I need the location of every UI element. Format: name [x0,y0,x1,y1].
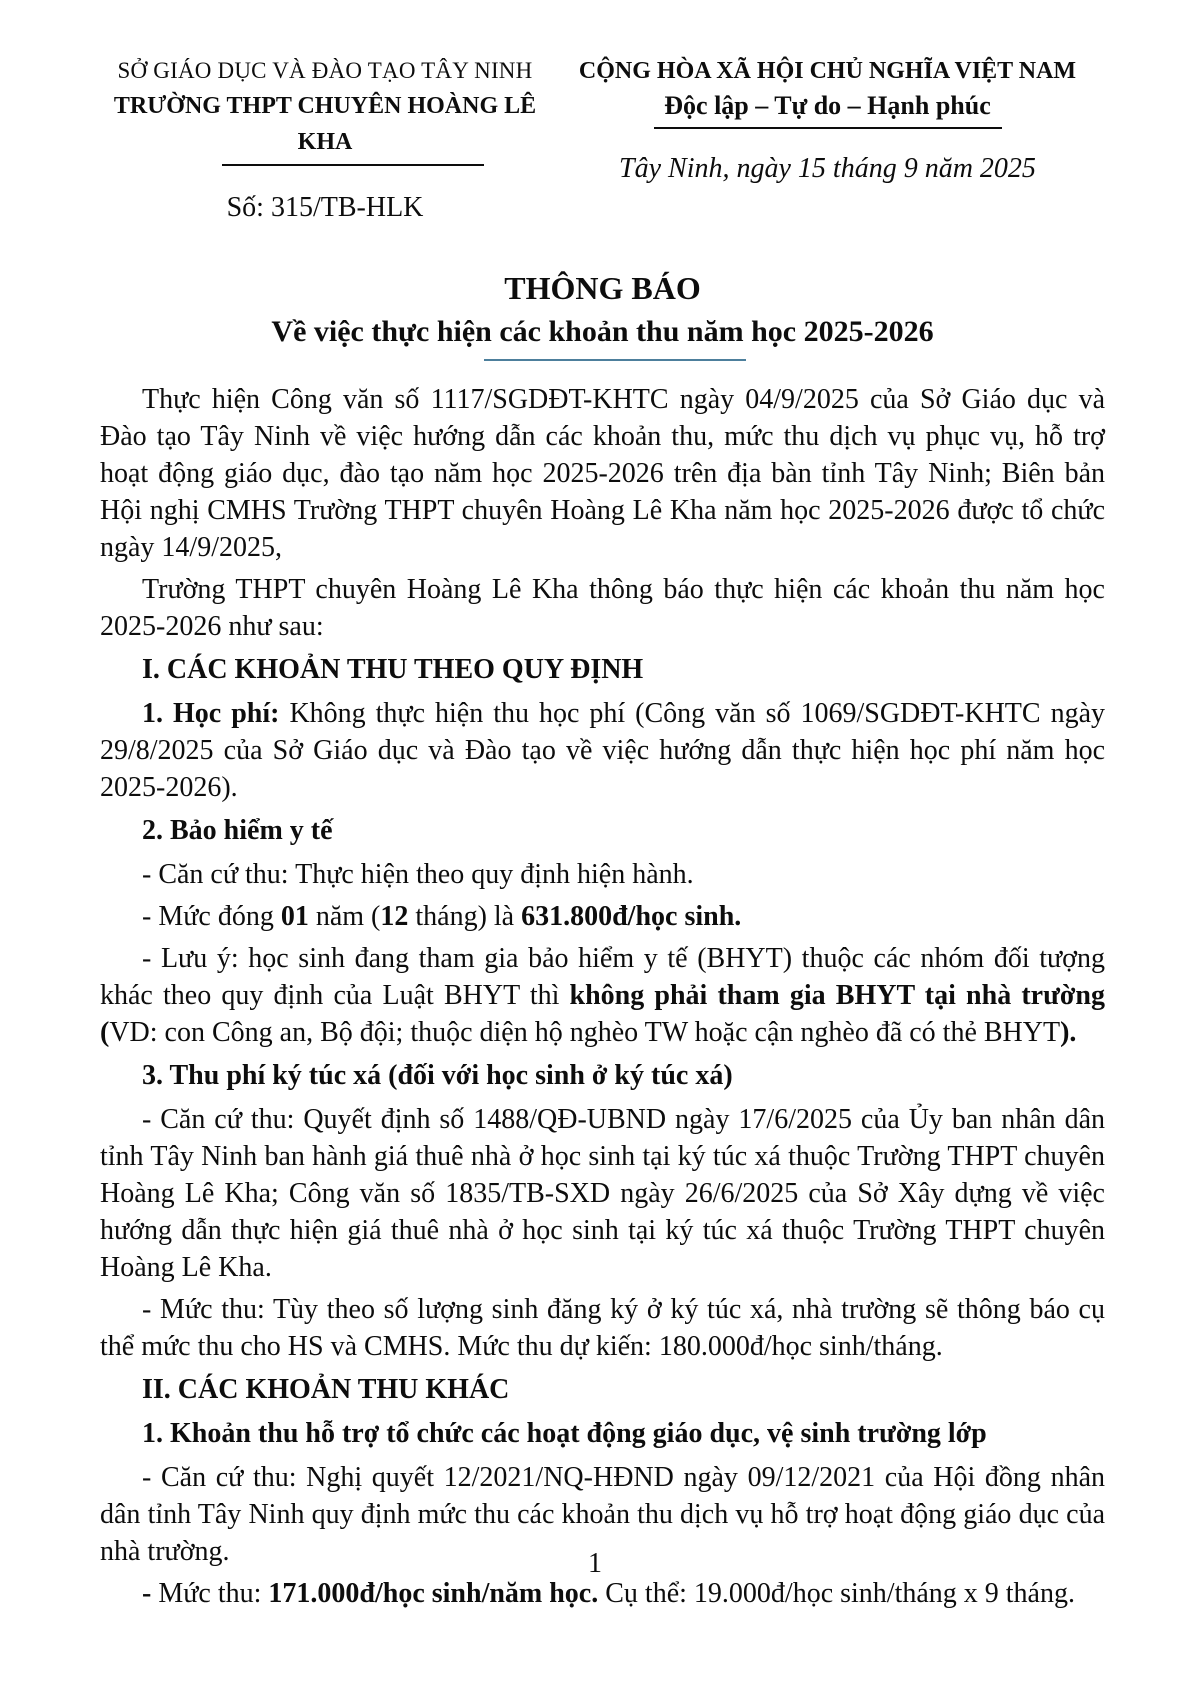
para-ho-tro-can-cu: - Căn cứ thu: Nghị quyết 12/2021/NQ-HĐND ngày 09/12/2021 của Hội đồng nhân dân tỉnh Tây Ninh quy định mức thu các khoản thu dịch vụ hỗ trợ hoạt động giáo dục của nhà trường. [100,1462,1105,1567]
header-right-block [550,54,1105,224]
national-motto: Độc lập – Tự do – Hạnh phúc [664,91,991,120]
document-number: Số: 315/TB-HLK [226,192,424,223]
subtitle-underline [484,359,746,361]
document-body [100,381,1105,1612]
heading-ho-tro-hoat-dong: 1. Khoản thu hỗ trợ tổ chức các hoạt động giáo dục, vệ sinh trường lớp [142,1418,987,1449]
para-ho-tro-muc-thu: - Mức thu: 171.000đ/học sinh/năm học. Cụ thể: 19.000đ/học sinh/tháng x 9 tháng. [142,1578,1075,1609]
national-title: CỘNG HÒA XÃ HỘI CHỦ NGHĨA VIỆT NAM [578,58,1077,84]
para-hoc-phi: 1. Học phí: Không thực hiện thu học phí (Công văn số 1069/SGDĐT-KHTC ngày 29/8/2025 của Sở Giáo dục và Đào tạo về việc hướng dẫn thực hiện học phí năm học 2025-2026). [100,698,1105,803]
heading-section-2: II. CÁC KHOẢN THU KHÁC [142,1374,510,1405]
place-and-date: Tây Ninh, ngày 15 tháng 9 năm 2025 [619,153,1036,184]
para-basis-intro: Thực hiện Công văn số 1117/SGDĐT-KHTC ngày 04/9/2025 của Sở Giáo dục và Đào tạo Tây Ninh về việc hướng dẫn các khoản thu, mức thu dịch vụ phục vụ, hỗ trợ hoạt động giáo dục, đào tạo năm học 2025-2026 trên địa bàn tỉnh Tây Ninh; Biên bản Hội nghị CMHS Trường THPT chuyên Hoàng Lê Kha năm học 2025-2026 được tổ chức ngày 14/9/2025, [100,384,1105,563]
para-announcement: Trường THPT chuyên Hoàng Lê Kha thông báo thực hiện các khoản thu năm học 2025-2026 như sau: [100,574,1105,642]
title-block [100,268,1105,361]
motto-underline [654,127,1002,129]
document-header [100,54,1105,224]
heading-ky-tuc-xa: 3. Thu phí ký túc xá (đối với học sinh ở ký túc xá) [142,1060,733,1091]
para-bhyt-can-cu: - Căn cứ thu: Thực hiện theo quy định hiện hành. [142,859,694,890]
school-name: TRƯỜNG THPT CHUYÊN HOÀNG LÊ KHA [113,93,537,155]
para-ktx-can-cu: - Căn cứ thu: Quyết định số 1488/QĐ-UBND ngày 17/6/2025 của Ủy ban nhân dân tỉnh Tây Ninh ban hành giá thuê nhà ở học sinh tại ký túc xá thuộc Trường THPT chuyên Hoàng Lê Kha; Công văn số 1835/TB-SXD ngày 26/6/2025 của Sở Xây dựng về việc hướng dẫn thực hiện giá thuê nhà ở học sinh tại ký túc xá thuộc Trường THPT chuyên Hoàng Lê Kha. [100,1104,1105,1283]
para-bhyt-muc-dong: - Mức đóng 01 năm (12 tháng) là 631.800đ/học sinh. [142,901,742,932]
para-ktx-muc-thu: - Mức thu: Tùy theo số lượng sinh đăng ký ở ký túc xá, nhà trường sẽ thông báo cụ thể mức thu cho HS và CMHS. Mức thu dự kiến: 180.000đ/học sinh/tháng. [100,1294,1105,1362]
school-name-underline [222,164,484,166]
para-bhyt-luu-y: - Lưu ý: học sinh đang tham gia bảo hiểm y tế (BHYT) thuộc các nhóm đối tượng khác theo quy định của Luật BHYT thì không phải tham gia BHYT tại nhà trường (VD: con Công an, Bộ đội; thuộc diện hộ nghèo TW hoặc cận nghèo đã có thẻ BHYT). [100,943,1105,1048]
heading-bao-hiem-y-te: 2. Bảo hiểm y tế [142,815,333,846]
header-left-block [100,54,550,224]
heading-section-1: I. CÁC KHOẢN THU THEO QUY ĐỊNH [142,654,644,685]
document-title: THÔNG BÁO [504,270,701,306]
page-number: 1 [588,1548,602,1579]
issuing-agency: SỞ GIÁO DỤC VÀ ĐÀO TẠO TÂY NINH [117,58,533,83]
document-subtitle: Về việc thực hiện các khoản thu năm học 2025-2026 [271,315,934,348]
